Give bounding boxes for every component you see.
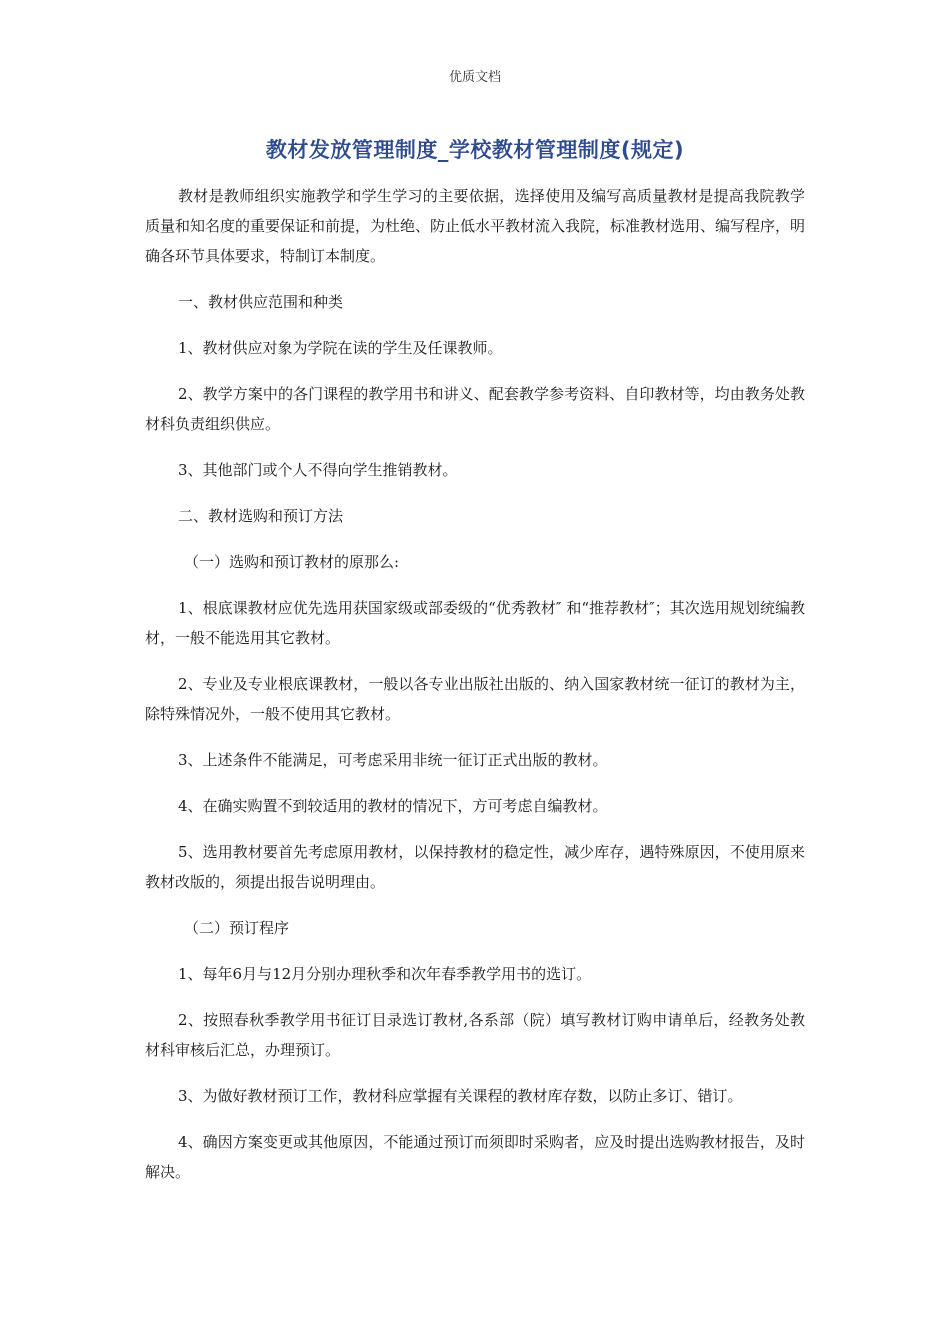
paragraph: 3、其他部门或个人不得向学生推销教材。: [178, 461, 458, 479]
paragraph: 3、为做好教材预订工作，教材科应掌握有关课程的教材库存数，以防止多订、错订。: [178, 1087, 743, 1105]
paragraph: 4、确因方案变更或其他原因，不能通过预订而须即时采购者，应及时提出选购教材报告，及时解决。: [145, 1133, 805, 1181]
paragraph: 2、按照春秋季教学用书征订目录选订教材,各系部（院）填写教材订购申请单后，经教务处教材科审核后汇总，办理预订。: [145, 1011, 805, 1059]
paragraph: 2、教学方案中的各门课程的教学用书和讲义、配套教学参考资料、自印教材等，均由教务处教材科负责组织供应。: [145, 385, 805, 433]
section-heading-1: 一、教材供应范围和种类: [178, 293, 344, 311]
subsection-heading-2: （二）预订程序: [184, 919, 290, 937]
paragraph: 1、根底课教材应优先选用获国家级或部委级的“优秀教材″ 和“推荐教材″；其次选用规划统编教材，一般不能选用其它教材。: [145, 599, 805, 647]
paragraph: 4、在确实购置不到较适用的教材的情况下，方可考虑自编教材。: [178, 797, 608, 815]
document-title: 教材发放管理制度_学校教材管理制度(规定): [265, 138, 685, 162]
paragraph: 1、每年6月与12月分别办理秋季和次年春季教学用书的选订。: [178, 965, 592, 983]
paragraph: 1、教材供应对象为学院在读的学生及任课教师。: [178, 339, 503, 357]
paragraph: 2、专业及专业根底课教材，一般以各专业出版社出版的、纳入国家教材统一征订的教材为主，除特殊情况外，一般不使用其它教材。: [145, 675, 805, 723]
section-heading-2: 二、教材选购和预订方法: [178, 507, 344, 525]
subsection-heading-1: （一）选购和预订教材的原那么:: [184, 553, 400, 571]
paragraph: 5、选用教材要首先考虑原用教材，以保持教材的稳定性，减少库存，遇特殊原因，不使用原来教材改版的，须提出报告说明理由。: [145, 843, 805, 891]
page-header: 优质文档: [448, 70, 501, 85]
document-body: [145, 181, 805, 1203]
paragraph-intro: 教材是教师组织实施教学和学生学习的主要依据，选择使用及编写高质量教材是提高我院教学质量和知名度的重要保证和前提，为杜绝、防止低水平教材流入我院，标准教材选用、编写程序，明确各环节具体要求，特制订本制度。: [145, 187, 806, 265]
paragraph: 3、上述条件不能满足，可考虑采用非统一征订正式出版的教材。: [178, 751, 608, 769]
